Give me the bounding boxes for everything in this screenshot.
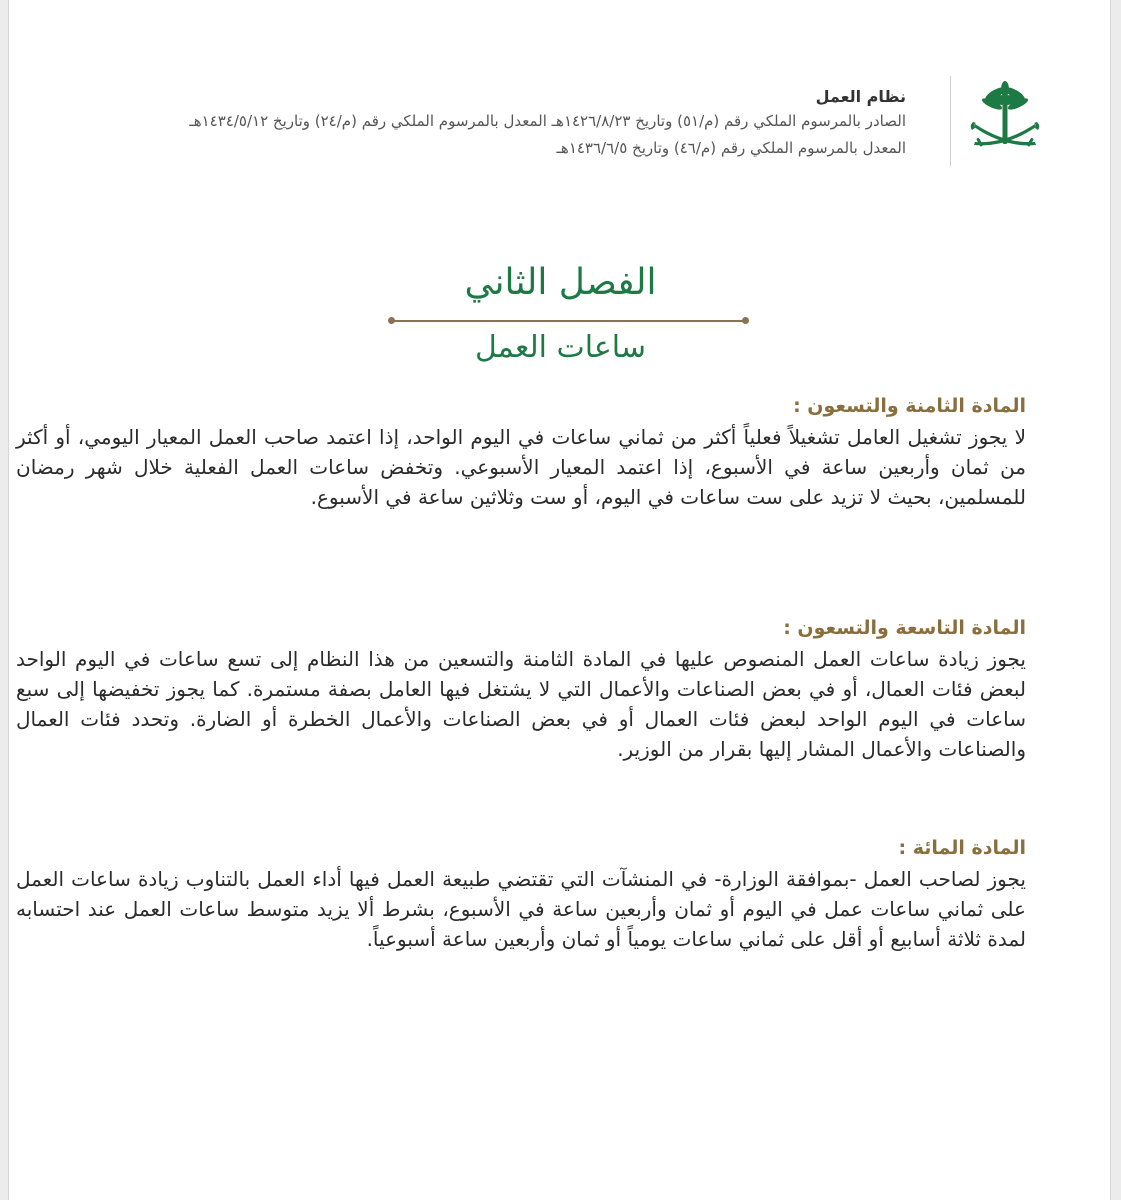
document-header <box>86 86 906 162</box>
divider-dot-left <box>388 317 395 324</box>
article-98 <box>16 392 1026 512</box>
article-heading: المادة التاسعة والتسعون : <box>783 617 1026 639</box>
article-100 <box>16 834 1026 954</box>
page-right-border <box>1110 0 1111 1200</box>
chapter-subtitle: ساعات العمل <box>474 330 647 365</box>
header-title: نظام العمل <box>815 87 906 106</box>
header-divider <box>950 76 951 166</box>
header-decree-line-2: المعدل بالمرسوم الملكي رقم (م/٤٦) وتاريخ ١٤٣٦/٦/٥هـ <box>556 139 906 157</box>
article-99 <box>16 614 1026 764</box>
article-body: يجوز زيادة ساعات العمل المنصوص عليها في المادة الثامنة والتسعين من هذا النظام إلى تسع ساعات في اليوم الواحد لبعض فئات العمال، أو في بعض الصناعات والأعمال التي لا يشتغل فيها العامل بصفة مستمرة. كما يجوز تخفيضها إلى سبع ساعات في اليوم الواحد لبعض فئات العمال أو في بعض الصناعات والأعمال الخطرة أو الضارة. وتحدد فئات العمال والصناعات والأعمال المشار إليها بقرار من الوزير. <box>16 647 1026 761</box>
divider-dot-right <box>742 317 749 324</box>
page-left-border <box>8 0 9 1200</box>
chapter-title: الفصل الثاني <box>464 262 657 303</box>
header-decree-line-1: الصادر بالمرسوم الملكي رقم (م/٥١) وتاريخ ١٤٢٦/٨/٢٣هـ المعدل بالمرسوم الملكي رقم (م/٢٤) وتاريخ ١٤٣٤/٥/١٢هـ <box>189 112 906 130</box>
article-body: يجوز لصاحب العمل -بموافقة الوزارة- في المنشآت التي تقتضي طبيعة العمل فيها أداء العمل بالتناوب زيادة ساعات العمل على ثماني ساعات عمل في اليوم أو ثمان وأربعين ساعة في الأسبوع، بشرط ألا يزيد متوسط ساعات العمل عند احتسابه لمدة ثلاثة أسابيع أو أقل على ثماني ساعات يومياً أو ثمان وأربعين ساعة أسبوعياً. <box>16 867 1026 951</box>
document-page <box>8 0 1111 1200</box>
article-heading: المادة الثامنة والتسعون : <box>793 395 1026 417</box>
saudi-emblem-icon <box>965 78 1045 162</box>
article-body: لا يجوز تشغيل العامل تشغيلاً فعلياً أكثر من ثماني ساعات في اليوم الواحد، إذا اعتمد صاحب العمل المعيار اليومي، أو أكثر من ثمان وأربعين ساعة في الأسبوع، إذا اعتمد المعيار الأسبوعي. وتخفض ساعات العمل الفعلية خلال شهر رمضان للمسلمين، بحيث لا تزيد على ست ساعات في اليوم، أو ست وثلاثين ساعة في الأسبوع. <box>16 425 1026 509</box>
article-heading: المادة المائة : <box>898 837 1026 859</box>
chapter-divider <box>391 320 746 322</box>
